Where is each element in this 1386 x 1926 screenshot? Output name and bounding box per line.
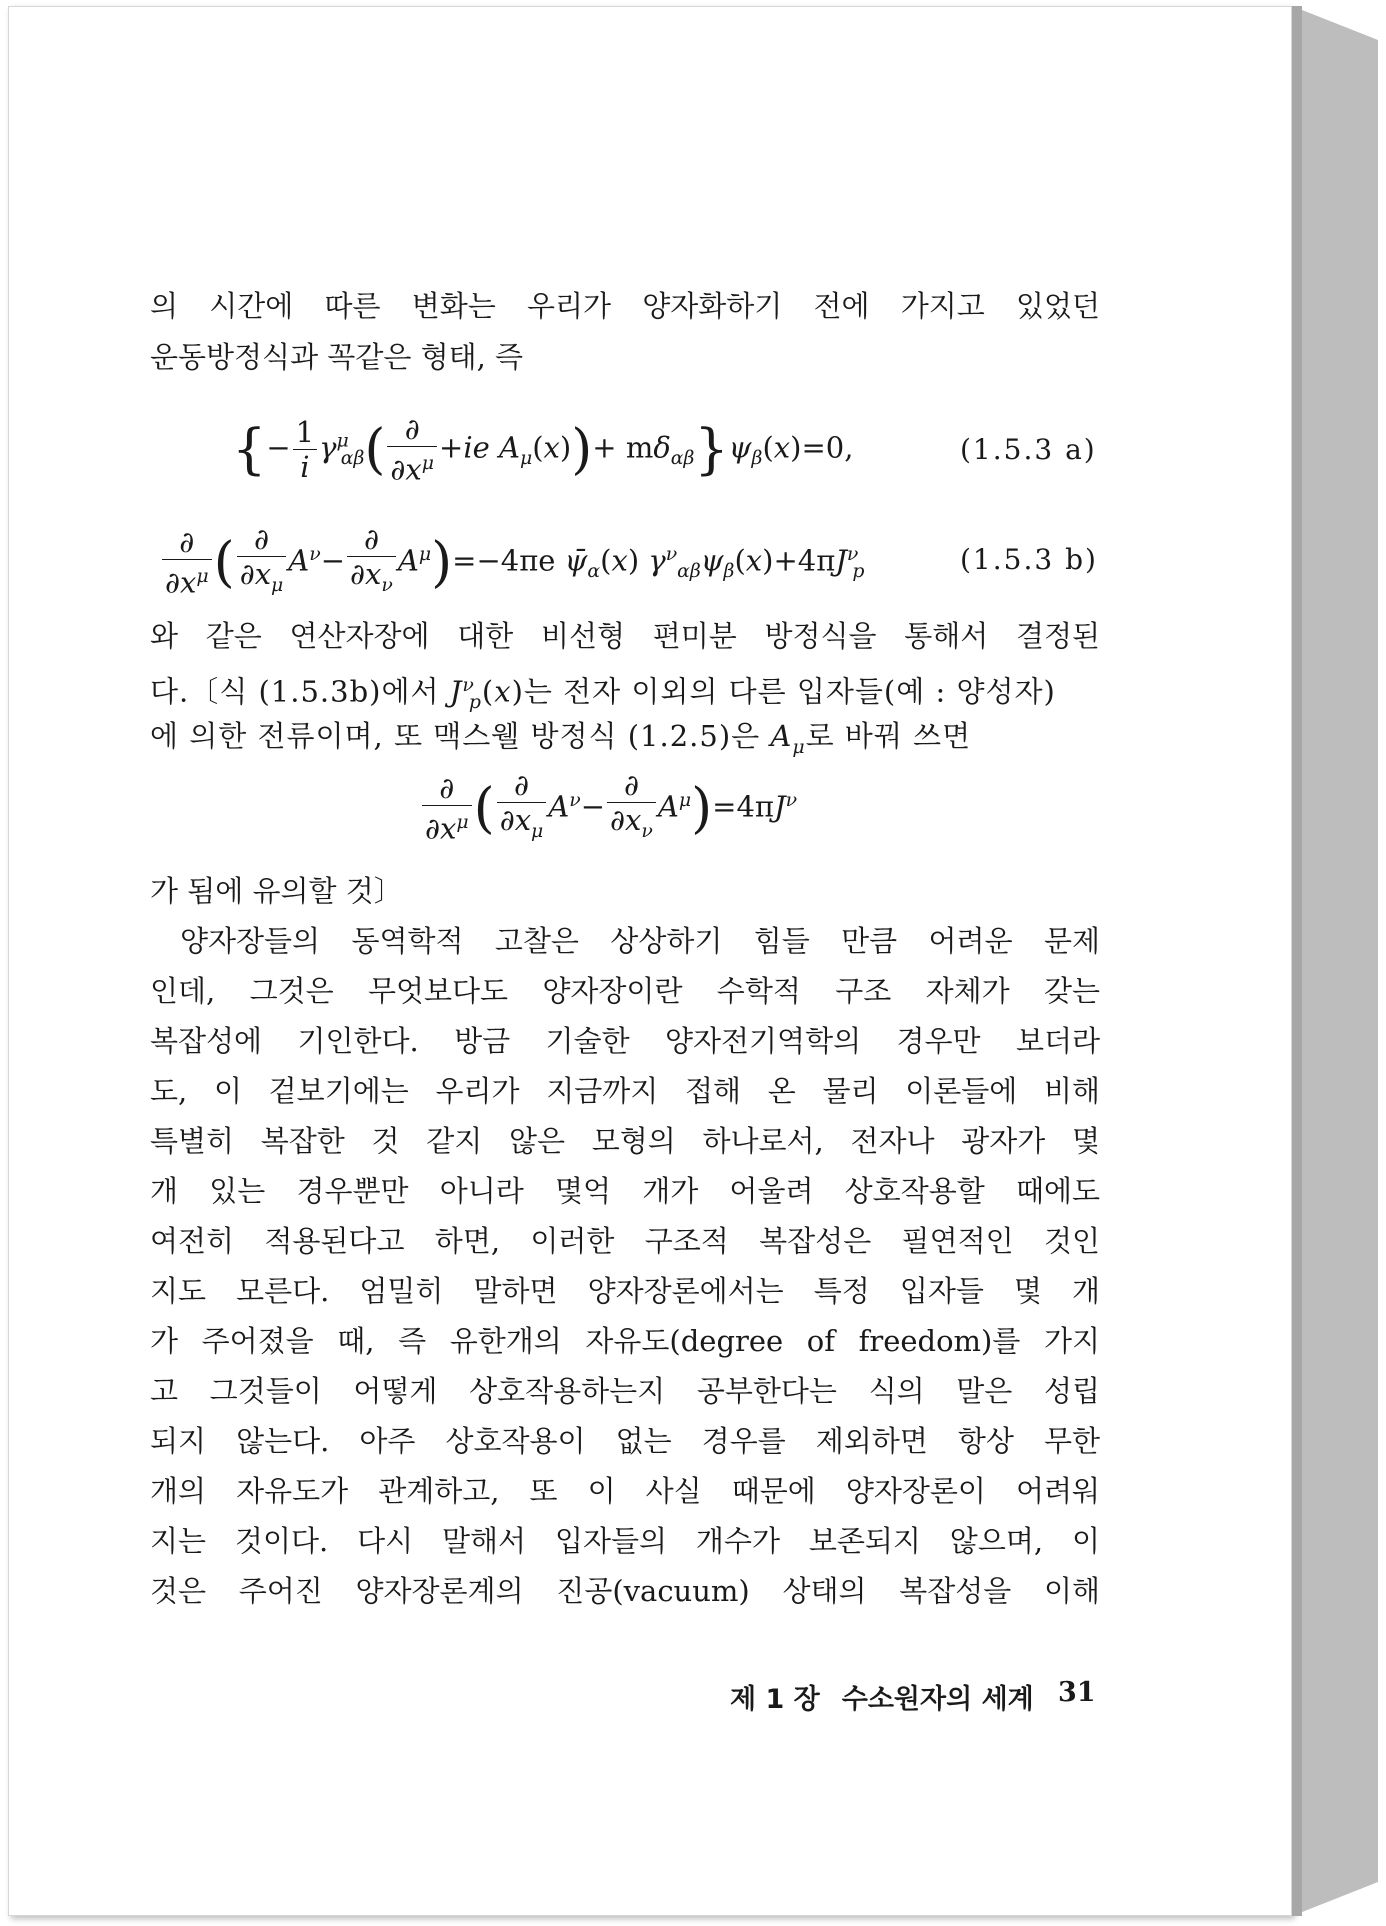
eq-a-tail: + m xyxy=(592,430,654,465)
text-segment: 다.〔식 (1.5.3b)에서 xyxy=(150,674,440,709)
text-line: 가 주어졌을 때, 즉 유한개의 자유도(degree of freedom)를 가지 xyxy=(150,1324,1100,1358)
page-number: 31 xyxy=(1058,1677,1096,1708)
text-line: 양자장들의 동역학적 고찰은 상상하기 힘들 만큼 어려운 문제 xyxy=(180,924,1100,958)
chapter-title: 수소원자의 세계 xyxy=(841,1684,1034,1715)
text-segment: 에 의한 전류이며, 또 맥스웰 방정식 (1.2.5)은 xyxy=(150,719,761,753)
equation-1-5-3a: {− $\frac{1}{i}$ $\gamma^\mu_{\alpha\beta}$( $\frac{\partial}{\partial x^\mu}$ +ie $A_\mu(x))+ m\delta_{\alpha\beta}\}\psi_\beta(x)=0$, xyxy=(232,412,854,487)
text-line: 것은 주어진 양자장론계의 진공(vacuum) 상태의 복잡성을 이해 xyxy=(150,1574,1100,1608)
equation-number-a: (1.5.3 a) xyxy=(960,433,1097,466)
text-line: 의 시간에 따른 변화는 우리가 양자화하기 전에 가지고 있었던 xyxy=(150,289,1100,323)
eq-b-rhs: =−4πe xyxy=(452,543,556,578)
text-line: 특별히 복잡한 것 같지 않은 모형의 하나로서, 전자나 광자가 몇 xyxy=(150,1124,1100,1158)
equation-1-5-3b: $\frac{\partial}{\partial x^\mu}$ ( $\frac{\partial}{\partial x_\mu}$ $A^\nu-$ $\frac{\partial}{\partial x_\nu}$ $A^\mu)=-4\pi e$ $\psī_\alpha(x)$ $\gamma^\nu_{\alpha\beta}\psi_\beta(x)+4\pi J^\nu_p$ xyxy=(160,522,864,603)
text-line: 복잡성에 기인한다. 방금 기술한 양자전기역학의 경우만 보더라 xyxy=(150,1024,1100,1058)
text-line: 인데, 그것은 무엇보다도 양자장이란 수학적 구조 자체가 갖는 xyxy=(150,974,1100,1008)
text-line: 여전히 적용된다고 하면, 이러한 구조적 복잡성은 필연적인 것인 xyxy=(150,1224,1100,1258)
text-segment: 는 전자 이외의 다른 입자들(예 : 양성자) xyxy=(523,674,1056,709)
eq-a-end: =0, xyxy=(801,430,854,465)
text-line: 도, 이 겉보기에는 우리가 지금까지 접해 온 물리 이론들에 비해 xyxy=(150,1074,1100,1108)
text-line: 지도 모른다. 엄밀히 말하면 양자장론에서는 특정 입자들 몇 개 xyxy=(150,1274,1100,1308)
text-line: 지는 것이다. 다시 말해서 입자들의 개수가 보존되지 않으며, 이 xyxy=(150,1524,1100,1558)
book-spine-edge xyxy=(1292,6,1302,1916)
text-line: 개의 자유도가 관계하고, 또 이 사실 때문에 양자장론이 어려워 xyxy=(150,1474,1100,1508)
chapter-label: 제 1 장 xyxy=(730,1684,820,1715)
text-line-with-math: 에 의한 전류이며, 또 맥스웰 방정식 (1.2.5)은 $A_\mu$로 바꿔 쓰면 xyxy=(150,719,972,758)
text-line-with-math: 다.〔식 (1.5.3b)에서 $J^\nu_p(x)$는 전자 이외의 다른 입자들(예 : 양성자) xyxy=(150,674,1056,714)
text-line: 가 됨에 유의할 것〕 xyxy=(150,874,403,908)
book-spine xyxy=(1292,6,1378,1916)
text-line: 와 같은 연산자장에 대한 비선형 편미분 방정식을 통해서 결정된 xyxy=(150,619,1100,653)
text-line: 개 있는 경우뿐만 아니라 몇억 개가 어울려 상호작용할 때에도 xyxy=(150,1174,1100,1208)
text-line: 고 그것들이 어떻게 상호작용하는지 공부한다는 식의 말은 성립 xyxy=(150,1374,1100,1408)
eq-b-plus: +4π xyxy=(773,543,836,578)
running-footer xyxy=(730,1677,1056,1716)
eq-c-rhs: =4π xyxy=(712,789,774,824)
equation-number-b: (1.5.3 b) xyxy=(960,543,1098,576)
text-segment: 로 바꿔 쓰면 xyxy=(805,719,972,753)
equation-maxwell: $\frac{\partial}{\partial x^\mu}$ ( $\frac{\partial}{\partial x_\mu}$ $A^\nu-$ $\frac{\partial}{\partial x_\nu}$ $A^\mu)=4\pi J^\nu$ xyxy=(420,768,797,849)
text-line: 되지 않는다. 아주 상호작용이 없는 경우를 제외하면 항상 무한 xyxy=(150,1424,1100,1458)
text-line: 운동방정식과 꼭같은 형태, 즉 xyxy=(150,340,524,374)
